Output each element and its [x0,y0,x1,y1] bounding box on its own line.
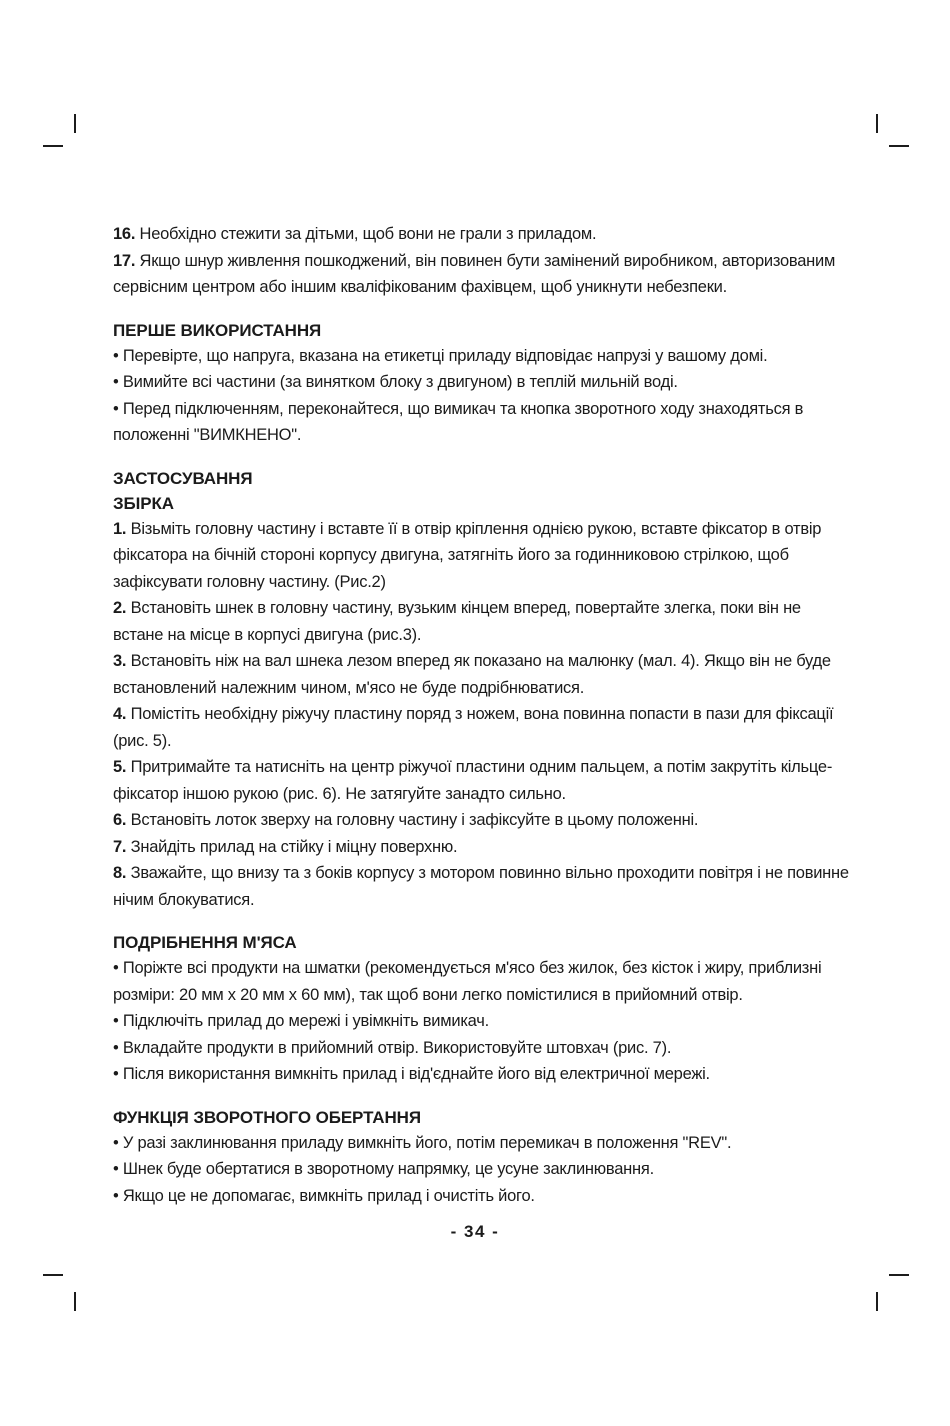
bullet-item [113,1061,850,1088]
item-text: Поріжте всі продукти на шматки (рекомендується м'ясо без жилок, без кісток і жиру, приблизні розміри: 20 мм x 20 мм x 60 мм), так щоб вони легко помістилися в прийомний отвір. [113,959,822,1004]
section-heading: ПЕРШЕ ВИКОРИСТАННЯ [113,320,322,340]
item-marker: • [113,1065,119,1083]
numbered-item [113,516,850,596]
item-marker: • [113,1038,119,1057]
item-text: Перед підключенням, переконайтеся, що вимикач та кнопка зворотного ходу знаходяться в положенні "ВИМКНЕНО". [113,399,804,444]
item-text: Візьміть головну частину і вставте її в отвір кріплення однією рукою, вставте фіксатор в отвір фіксатора на бічній стороні корпусу двигуна, затягніть його за годинниковою стрілкою, щоб зафіксувати головну частину. (Рис.2) [113,519,822,591]
item-text: Помістіть необхідну ріжучу пластину поряд з ножем, вона повинна попасти в пази для фіксації (рис. 5). [113,705,834,750]
item-text: Встановіть ніж на вал шнека лезом вперед як показано на малюнку (мал. 4). Якщо він не буде встановлений належним чином, м'ясо не буде подрібнюватися. [113,652,831,697]
item-marker: • [113,1160,119,1178]
item-text: Вкладайте продукти в прийомний отвір. Використовуйте штовхач (рис. 7). [122,1038,672,1057]
numbered-item [113,754,850,807]
bullet-item [113,343,850,370]
item-text: Знайдіть прилад на стійку і міцну поверхню. [130,837,458,856]
item-marker: • [113,1012,119,1030]
crop-mark-top-right-vertical [876,114,878,133]
crop-mark-top-left-vertical [74,114,76,133]
item-text: У разі заклинювання приладу вимкніть його, потім перемикач в положення "REV". [122,1133,732,1152]
item-marker: • [113,1186,119,1205]
numbered-item [113,860,850,913]
item-text: Перевірте, що напруга, вказана на етикетці приладу відповідає напрузі у вашому домі. [122,346,768,365]
item-text: Зважайте, що внизу та з боків корпусу з мотором повинно вільно проходити повітря і не повинне нічим блокуватися. [113,864,849,909]
item-text: Підключіть прилад до мережі і увімкніть вимикач. [122,1012,489,1030]
section-heading: ПОДРІБНЕННЯ М'ЯСА [113,933,297,952]
manual-section [113,1105,850,1210]
crop-mark-bottom-right-vertical [876,1292,878,1311]
page-content [113,221,850,1226]
manual-section [113,318,850,449]
item-marker: 7. [113,837,127,856]
crop-mark-bottom-left-horizontal [43,1274,63,1276]
item-marker: • [113,399,119,418]
numbered-item [113,807,850,834]
bullet-item [113,1130,850,1157]
bullet-item [113,396,850,449]
item-text: Шнек буде обертатися в зворотному напрямку, це усуне заклинювання. [122,1160,654,1178]
bullet-item [113,955,850,1008]
item-text: Після використання вимкніть прилад і від'єднайте його від електричної мережі. [122,1065,710,1083]
section-heading: ФУНКЦІЯ ЗВОРОТНОГО ОБЕРТАННЯ [113,1107,421,1127]
item-text: Необхідно стежити за дітьми, щоб вони не грали з приладом. [139,225,597,243]
crop-mark-bottom-left-vertical [74,1292,76,1311]
item-text: Притримайте та натисніть на центр ріжучої пластини одним пальцем, а потім закрутіть кільце-фіксатор іншою рукою (рис. 6). Не затягуйте занадто сильно. [113,758,833,803]
item-marker: 1. [113,519,127,538]
item-text: Встановіть лоток зверху на головну частину і зафіксуйте в цьому положенні. [130,811,699,829]
item-marker: 16. [113,225,136,243]
item-marker: 4. [113,705,127,723]
numbered-item [113,248,850,301]
item-marker: 5. [113,758,127,776]
section-heading: ЗБІРКА [113,493,174,513]
item-marker: 6. [113,811,127,829]
section-heading: ЗАСТОСУВАННЯ [113,468,253,488]
crop-mark-top-left-horizontal [43,145,63,147]
bullet-item [113,1008,850,1035]
item-marker: 8. [113,864,127,882]
item-text: Якщо це не допомагає, вимкніть прилад і очистіть його. [122,1186,535,1205]
item-marker: 2. [113,599,127,617]
item-marker: 17. [113,251,136,270]
item-marker: • [113,373,119,391]
bullet-item [113,1156,850,1183]
item-text: Встановіть шнек в головну частину, вузьким кінцем вперед, повертайте злегка, поки він не встане на місце в корпусі двигуна (рис.3). [113,599,801,644]
item-marker: • [113,1133,119,1152]
bullet-item [113,1183,850,1210]
item-marker: 3. [113,652,127,670]
item-marker: • [113,346,119,365]
manual-section [113,221,850,301]
item-marker: • [113,959,119,977]
page-number: - 34 - [450,1222,500,1241]
manual-section [113,930,850,1088]
numbered-item [113,221,850,248]
numbered-item [113,701,850,754]
crop-mark-top-right-horizontal [889,145,909,147]
numbered-item [113,648,850,701]
numbered-item [113,595,850,648]
item-text: Вимийте всі частини (за винятком блоку з двигуном) в теплій мильній воді. [122,373,678,391]
manual-section [113,466,850,914]
item-text: Якщо шнур живлення пошкоджений, він повинен бути замінений виробником, авторизованим сервісним центром або іншим кваліфікованим фахівцем, щоб уникнути небезпеки. [113,251,836,296]
numbered-item [113,834,850,861]
crop-mark-bottom-right-horizontal [889,1274,909,1276]
bullet-item [113,369,850,396]
bullet-item [113,1035,850,1062]
